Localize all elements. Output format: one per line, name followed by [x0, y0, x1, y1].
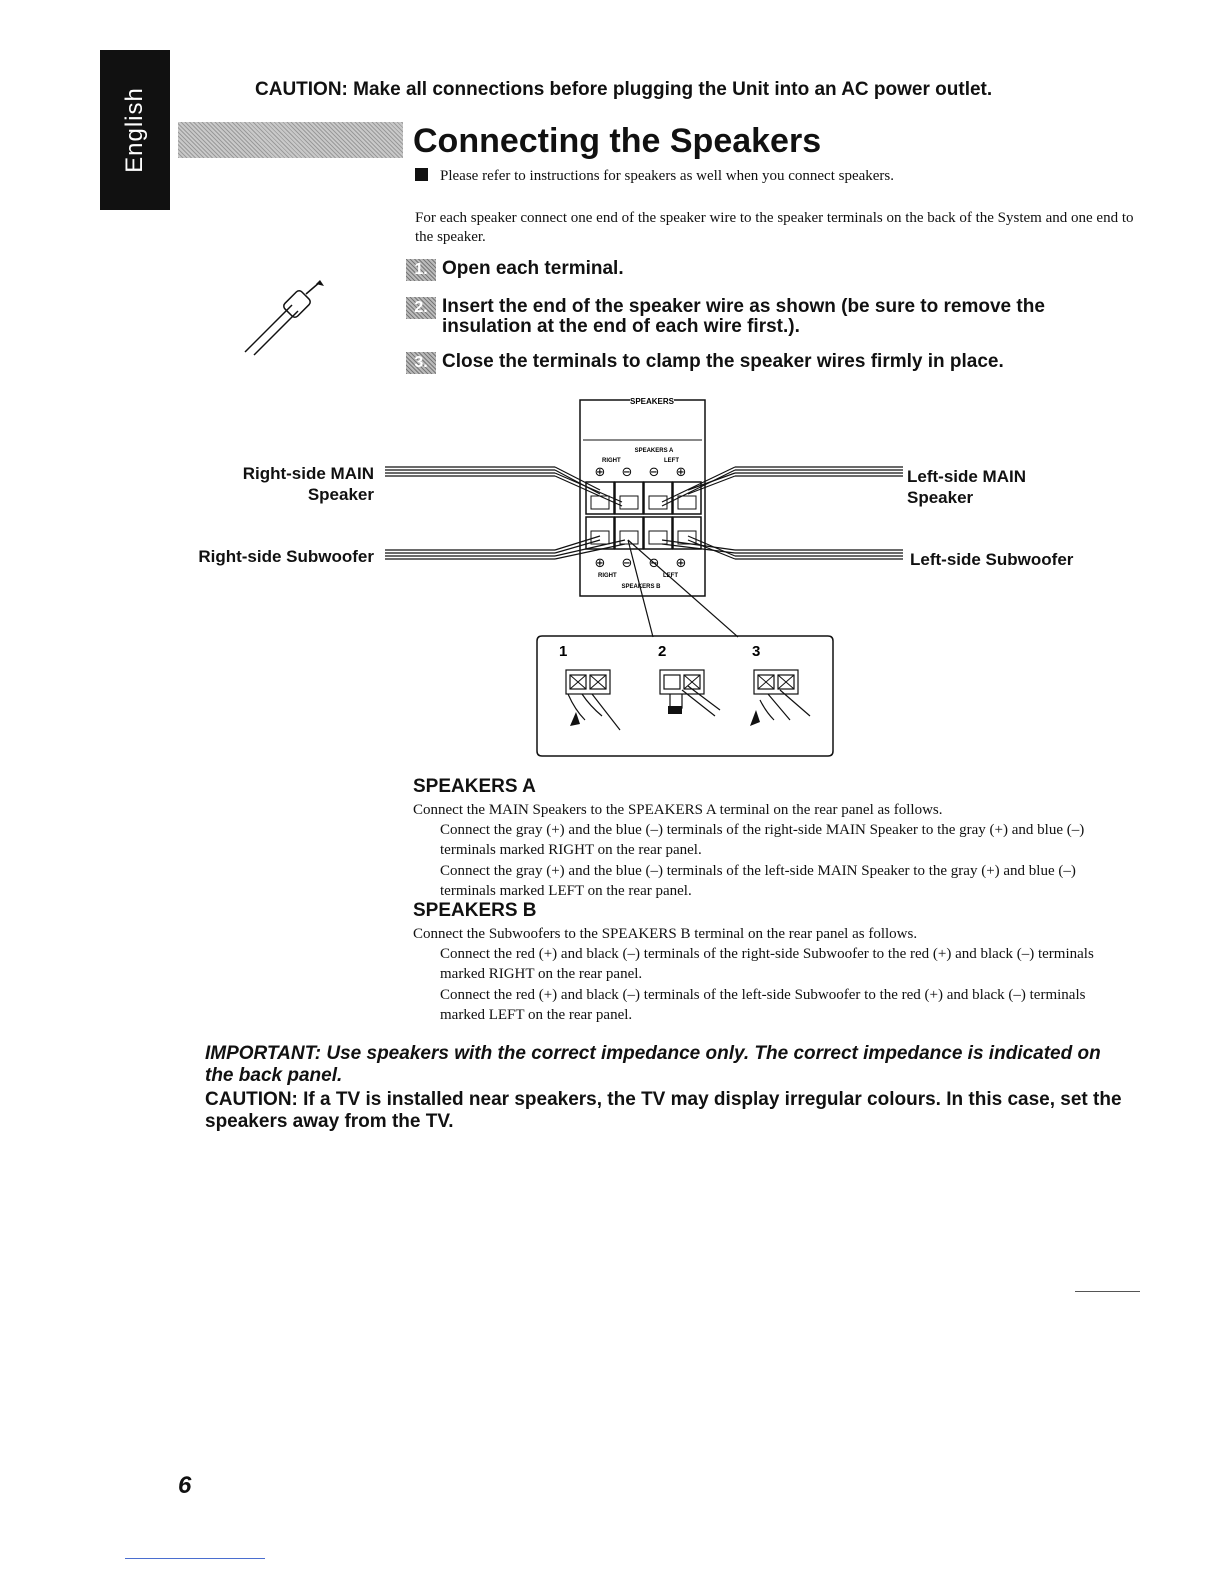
speakers-a-intro: Connect the MAIN Speakers to the SPEAKERS A terminal on the rear panel as follows.: [413, 802, 943, 818]
step-2: [406, 297, 1136, 337]
footer-rule: [1075, 1291, 1140, 1292]
svg-text:⊖: ⊖: [621, 465, 633, 480]
panel-right-label-top: RIGHT: [602, 458, 621, 464]
speakers-a-heading: SPEAKERS A: [413, 776, 536, 797]
speakers-a-item: Connect the gray (+) and the blue (–) terminals of the right-side MAIN Speaker to the gray (+) and blue (–) terminals marked RIGHT on the rear panel.: [440, 822, 1085, 858]
step-number: 1.: [406, 259, 436, 281]
panel-left-label-top: LEFT: [664, 458, 679, 464]
label-right-subwoofer: Right-side Subwoofer: [198, 547, 374, 566]
speakers-b-intro: Connect the Subwoofers to the SPEAKERS B terminal on the rear panel as follows.: [413, 926, 918, 942]
step-text: Close the terminals to clamp the speaker wires firmly in place.: [442, 351, 1004, 372]
speakers-b-heading: SPEAKERS B: [413, 900, 537, 921]
step-text: Open each terminal.: [442, 258, 624, 279]
page-number: 6: [178, 1472, 192, 1499]
note-text: Please refer to instructions for speakers as well when you connect speakers.: [440, 168, 895, 184]
caution-tv-notice: CAUTION: If a TV is installed near speakers, the TV may display irregular colours. In this case, set the speakers away from the TV.: [205, 1089, 1122, 1132]
important-notice: IMPORTANT: Use speakers with the correct impedance only. The correct impedance is indicated on the back panel.: [205, 1043, 1101, 1086]
panel-b-label: SPEAKERS B: [621, 584, 661, 590]
panel-right-label-bottom: RIGHT: [598, 573, 617, 579]
svg-text:⊕: ⊕: [675, 465, 687, 480]
detail-number-1: 1: [559, 643, 568, 660]
step-number: 3.: [406, 352, 436, 374]
language-tab: [100, 50, 170, 210]
wire-tool-icon: [240, 280, 330, 360]
page-title: Connecting the Speakers: [413, 122, 822, 160]
svg-text:⊖: ⊖: [621, 556, 633, 571]
panel-title: SPEAKERS: [629, 397, 675, 406]
svg-text:⊖: ⊖: [648, 465, 660, 480]
detail-arrows: [570, 706, 760, 726]
label-left-subwoofer: Left-side Subwoofer: [910, 550, 1074, 569]
svg-text:⊕: ⊕: [675, 556, 687, 571]
svg-text:⊖: ⊖: [648, 556, 660, 571]
bottom-rule: [125, 1558, 265, 1559]
speakers-a-item: Connect the gray (+) and the blue (–) terminals of the left-side MAIN Speaker to the gray (+) and blue (–) terminals marked LEFT on the rear panel.: [440, 863, 1076, 899]
caution-power-notice: CAUTION: Make all connections before plugging the Unit into an AC power outlet.: [255, 79, 993, 100]
detail-box: [537, 636, 833, 756]
language-tab-label: English: [121, 87, 148, 173]
step-3: [406, 352, 1004, 374]
intro-paragraph: For each speaker connect one end of the speaker wire to the speaker terminals on the back of the System and one end to the speaker.: [415, 210, 1134, 245]
step-text: Insert the end of the speaker wire as shown (be sure to remove the insulation at the end of each wire first.).: [442, 296, 1045, 337]
speaker-connection-diagram: [370, 390, 910, 770]
svg-text:⊕: ⊕: [594, 465, 606, 480]
speakers-b-item: Connect the red (+) and black (–) terminals of the left-side Subwoofer to the red (+) and black (–) terminals marked LEFT on the rear panel.: [440, 987, 1086, 1023]
bullet-square-icon: [415, 168, 428, 181]
note-line: [415, 168, 894, 185]
speakers-b-item: Connect the red (+) and black (–) terminals of the right-side Subwoofer to the red (+) and black (–) terminals marked RIGHT on the rear panel.: [440, 946, 1094, 982]
title-decoration-bar: [178, 122, 403, 158]
panel-left-label-bottom: LEFT: [663, 573, 678, 579]
label-right-main-speaker: Right-side MAIN Speaker: [242, 464, 374, 504]
detail-number-3: 3: [752, 643, 761, 660]
panel-a-label: SPEAKERS A: [634, 448, 674, 454]
detail-number-2: 2: [658, 643, 667, 660]
step-number: 2.: [406, 297, 436, 319]
label-left-main-speaker: Left-side MAIN Speaker: [907, 467, 1026, 507]
svg-text:⊕: ⊕: [594, 556, 606, 571]
step-1: [406, 259, 624, 281]
